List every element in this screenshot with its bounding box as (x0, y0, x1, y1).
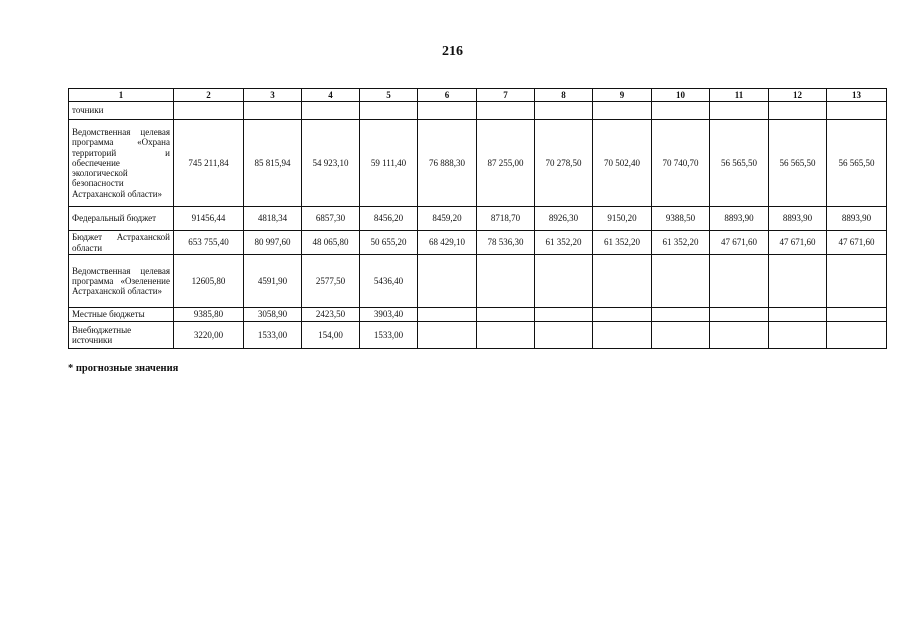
table-row (69, 102, 887, 120)
table-row (69, 120, 887, 207)
table-cell: 70 502,40 (593, 120, 652, 207)
page-number: 216 (442, 44, 463, 59)
row-label: Ведомственная целевая программа «Охрана территорий и обеспечение экологической безопасности Астраханской области» (69, 120, 174, 207)
table-cell (593, 255, 652, 308)
table-cell (769, 322, 827, 349)
table-row (69, 231, 887, 255)
table-cell: 59 111,40 (360, 120, 418, 207)
row-label: точники (69, 102, 174, 120)
table-cell (174, 102, 244, 120)
table-cell: 56 565,50 (769, 120, 827, 207)
budget-table (68, 88, 887, 349)
column-header: 10 (652, 89, 710, 102)
table-cell: 8893,90 (710, 207, 769, 231)
table-cell (418, 255, 477, 308)
table-cell: 61 352,20 (593, 231, 652, 255)
table-cell: 12605,80 (174, 255, 244, 308)
row-label: Местные бюджеты (69, 308, 174, 322)
table-cell: 8718,70 (477, 207, 535, 231)
table-cell (593, 322, 652, 349)
table-cell: 80 997,60 (244, 231, 302, 255)
table-cell (535, 308, 593, 322)
column-header: 4 (302, 89, 360, 102)
table-cell (360, 102, 418, 120)
table-cell: 48 065,80 (302, 231, 360, 255)
column-header: 5 (360, 89, 418, 102)
table-cell (652, 102, 710, 120)
table-cell: 47 671,60 (710, 231, 769, 255)
table-cell: 76 888,30 (418, 120, 477, 207)
footnote: * прогнозные значения (68, 363, 179, 374)
table-cell: 9150,20 (593, 207, 652, 231)
column-header: 7 (477, 89, 535, 102)
table-cell: 8893,90 (769, 207, 827, 231)
table-cell: 8893,90 (827, 207, 887, 231)
table-cell: 56 565,50 (710, 120, 769, 207)
column-header: 3 (244, 89, 302, 102)
table-cell (827, 102, 887, 120)
table-cell: 56 565,50 (827, 120, 887, 207)
table-cell (535, 255, 593, 308)
table-cell: 68 429,10 (418, 231, 477, 255)
row-label: Федеральный бюджет (69, 207, 174, 231)
table-cell: 8456,20 (360, 207, 418, 231)
table-cell (418, 308, 477, 322)
header-row (69, 89, 887, 102)
table-cell: 1533,00 (360, 322, 418, 349)
table-cell: 1533,00 (244, 322, 302, 349)
table-cell: 4818,34 (244, 207, 302, 231)
table-cell: 78 536,30 (477, 231, 535, 255)
column-header: 11 (710, 89, 769, 102)
table-cell (477, 255, 535, 308)
table-cell: 87 255,00 (477, 120, 535, 207)
column-header: 13 (827, 89, 887, 102)
table-cell: 50 655,20 (360, 231, 418, 255)
table-cell (535, 102, 593, 120)
table-cell (535, 322, 593, 349)
column-header: 8 (535, 89, 593, 102)
table-cell: 5436,40 (360, 255, 418, 308)
table-cell: 745 211,84 (174, 120, 244, 207)
table-cell (769, 255, 827, 308)
table-row (69, 207, 887, 231)
table-cell (710, 102, 769, 120)
table-cell (477, 308, 535, 322)
table-cell: 6857,30 (302, 207, 360, 231)
table-cell (244, 102, 302, 120)
table-cell: 2577,50 (302, 255, 360, 308)
table-cell: 85 815,94 (244, 120, 302, 207)
table-cell (593, 102, 652, 120)
table-cell: 653 755,40 (174, 231, 244, 255)
column-header: 6 (418, 89, 477, 102)
table-cell (477, 102, 535, 120)
table-cell: 3903,40 (360, 308, 418, 322)
table-cell (769, 102, 827, 120)
table-cell: 47 671,60 (769, 231, 827, 255)
table-cell (418, 322, 477, 349)
table-cell: 154,00 (302, 322, 360, 349)
table-cell (710, 255, 769, 308)
table-cell (477, 322, 535, 349)
table-cell: 91456,44 (174, 207, 244, 231)
table-cell (302, 102, 360, 120)
table-cell (593, 308, 652, 322)
table-cell: 9385,80 (174, 308, 244, 322)
table-cell: 61 352,20 (652, 231, 710, 255)
table-cell (652, 308, 710, 322)
table-cell (652, 255, 710, 308)
table-row (69, 255, 887, 308)
table-cell (827, 308, 887, 322)
table-body (69, 89, 887, 349)
row-label: Внебюджетные источники (69, 322, 174, 349)
row-label: Ведомственная целевая программа «Озеленение Астраханской области» (69, 255, 174, 308)
table-row (69, 322, 887, 349)
column-header: 1 (69, 89, 174, 102)
table-cell (827, 322, 887, 349)
table-cell (827, 255, 887, 308)
table-cell (652, 322, 710, 349)
table-row (69, 308, 887, 322)
table-cell: 61 352,20 (535, 231, 593, 255)
table-cell (710, 322, 769, 349)
column-header: 12 (769, 89, 827, 102)
row-label: Бюджет Астраханской области (69, 231, 174, 255)
table-cell: 8926,30 (535, 207, 593, 231)
column-header: 9 (593, 89, 652, 102)
table-cell (418, 102, 477, 120)
column-header: 2 (174, 89, 244, 102)
table-cell: 54 923,10 (302, 120, 360, 207)
table-cell: 3220,00 (174, 322, 244, 349)
table-cell: 2423,50 (302, 308, 360, 322)
table-cell: 70 740,70 (652, 120, 710, 207)
table-cell: 3058,90 (244, 308, 302, 322)
table-cell: 70 278,50 (535, 120, 593, 207)
table-cell: 4591,90 (244, 255, 302, 308)
table-cell (769, 308, 827, 322)
table-cell: 9388,50 (652, 207, 710, 231)
table-cell: 47 671,60 (827, 231, 887, 255)
table-cell: 8459,20 (418, 207, 477, 231)
table-cell (710, 308, 769, 322)
